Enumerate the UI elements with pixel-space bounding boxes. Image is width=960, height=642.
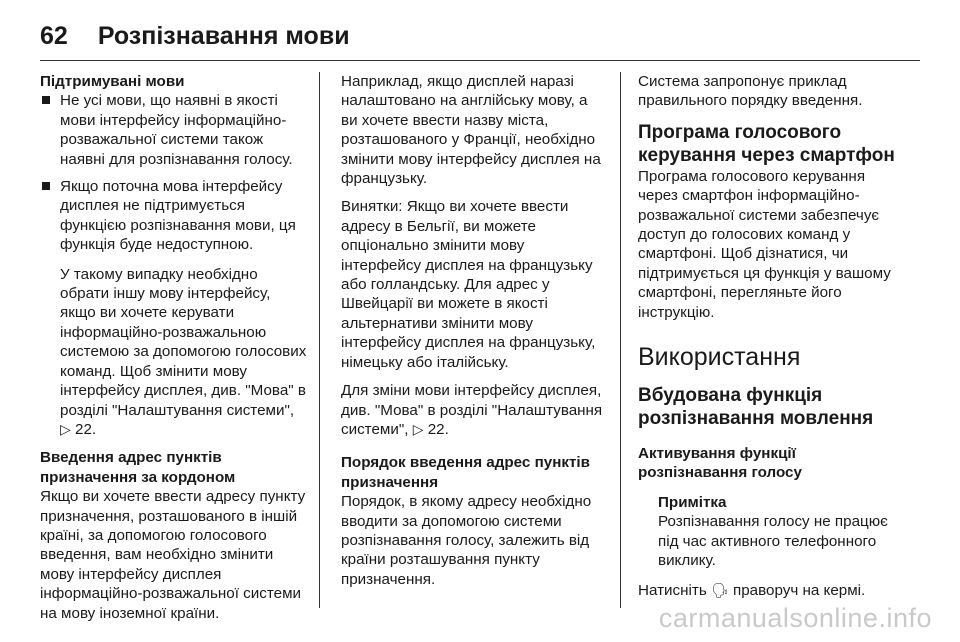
language-change-paragraph: У такому випадку необхідно обрати іншу мову інтерфейсу, якщо ви хочете керувати інформаційно-розважальною системою за допомогою голосових команд. Щоб змінити мову інтерфейсу дисплея, див. "Мова" в розділі "Налаштування системи", ▷ 22. [60,265,307,438]
reference-arrow-icon: ▷ [60,420,71,437]
page-title: Розпізнавання мови [97,21,350,50]
bullet-square-icon [42,182,50,190]
list-item: Якщо поточна мова інтерфейсу дисплея не підтримується функцією розпізнавання мови, ця функція буде недоступною. [40,177,308,255]
note-title: Примітка [658,493,727,511]
order-suggestion-paragraph: Система запропонує приклад правильного порядку введення. [638,73,863,110]
page-reference: 22. [75,420,97,438]
section-title-smartphone-voice: Програма голосового керування через смартфон [638,121,895,166]
column-1 [40,72,308,632]
page-reference: 22. [427,420,449,438]
page-header [40,16,350,56]
voice-control-icon: 🗣 [710,581,729,598]
smartphone-voice-paragraph: Програма голосового керування через смартфон інформаційно-розважальної системи забезпечує доступ до голосових команд у смартфоні. Щоб дізнатися, чи підтримується ця функція у вашому смартфоні, перегляньте його інструкцію. [638,167,891,321]
example-paragraph: Наприклад, якщо дисплей наразі налаштовано на англійську мову, а ви хочете ввести назву міста, розташованого у Франції, необхідно змінити мову інтерфейсу дисплея на французьку. [341,73,601,188]
column-divider-1 [319,72,320,608]
supported-languages-list [40,91,308,254]
list-item: Не усі мови, що наявні в якості мови інтерфейсу інформаційно-розважальної системи також наявні для розпізнавання голосу. [40,91,308,169]
column-divider-2 [620,72,621,608]
note-block [638,493,908,571]
note-text: Розпізнавання голосу не працює під час активного телефонного виклику. [658,513,888,570]
watermark: carmanualsonline.info [658,603,932,633]
section-title-address-order: Порядок введення адрес пунктів призначення [341,454,590,491]
press-button-paragraph: Натисніть 🗣 праворуч на кермі. [638,581,866,599]
reference-arrow-icon: ▷ [412,420,424,437]
foreign-destinations-paragraph: Якщо ви хочете ввести адресу пункту призначення, розташованого в іншій країні, за допомогою голосового введення, вам необхідно змінити мову інтерфейсу дисплея інформаційно-розважальної системи на мову іноземної країни. [40,488,306,622]
header-divider [40,60,920,61]
column-3 [638,72,908,609]
address-order-paragraph: Порядок, в якому адресу необхідно вводити за допомогою системи розпізнавання голосу, залежить від країни розташування пункту призначення. [341,493,592,588]
change-language-paragraph: Для зміни мови інтерфейсу дисплея, див. "Мова" в розділі "Налаштування системи", ▷ 22. [341,382,603,438]
exceptions-paragraph: Винятки: Якщо ви хочете ввести адресу в Бельгії, ви можете опціонально змінити мову інтерфейсу дисплея на французьку або голландську. Для адрес у Швейцарії ви можете в якості альтернативи змінити мову інтерфейсу дисплея на французьку, німецьку або італійську. [341,198,596,371]
section-title-usage: Використання [638,343,801,372]
bullet-square-icon [42,96,50,104]
section-title-foreign-destinations: Введення адрес пунктів призначення за кордоном [40,449,236,486]
section-title-builtin-recognition: Вбудована функція розпізнавання мовлення [638,385,874,430]
section-title-activate-recognition: Активування функції розпізнавання голосу [638,445,802,482]
section-title-supported-languages: Підтримувані мови [40,73,185,90]
column-2 [341,72,603,598]
page-number: 62 [40,21,68,50]
